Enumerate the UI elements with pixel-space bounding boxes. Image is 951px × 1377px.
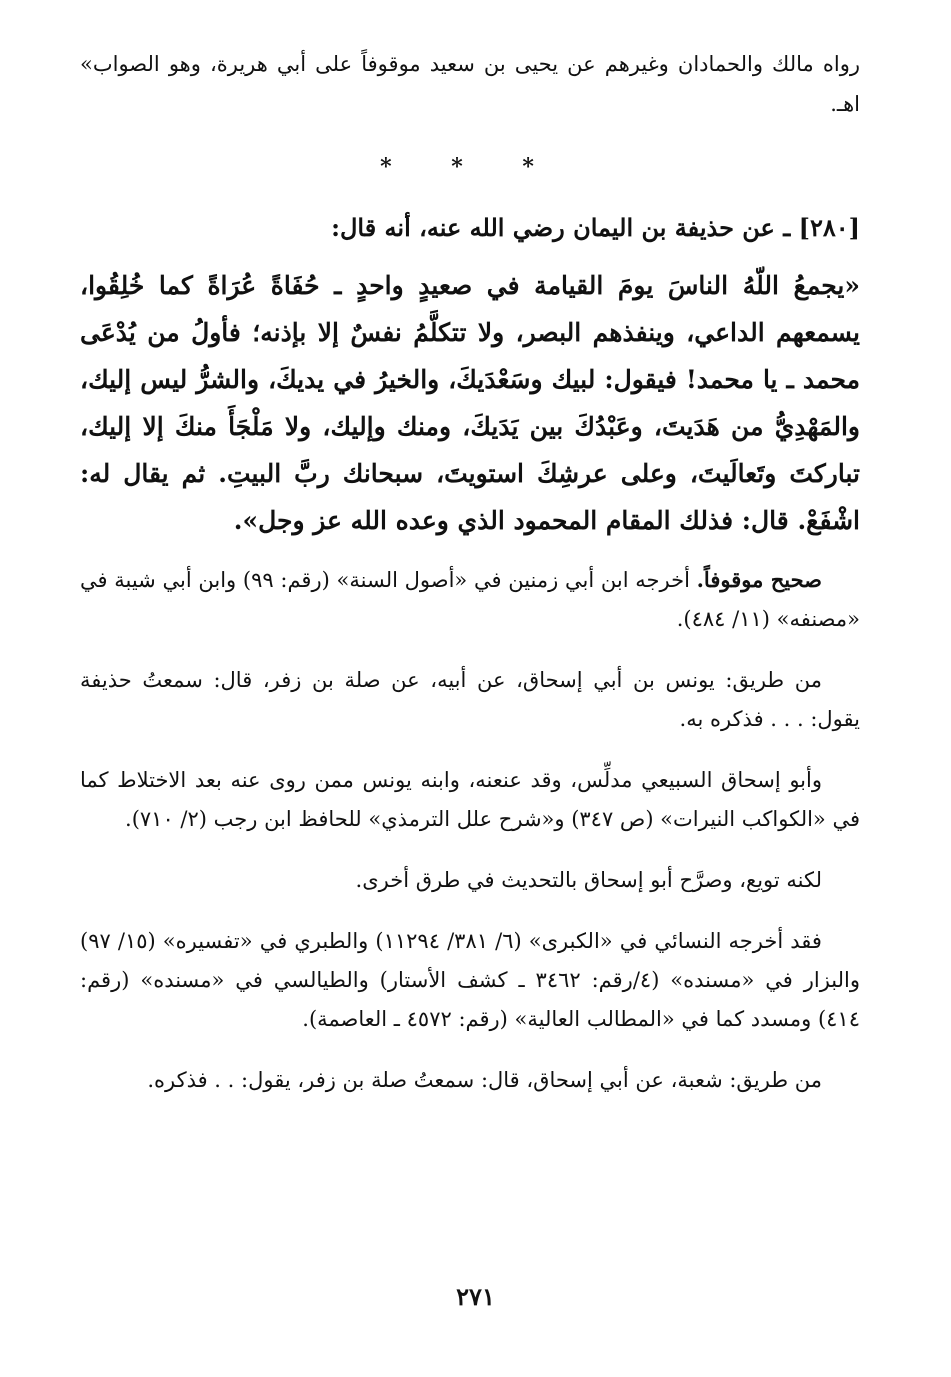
page-body <box>80 44 860 1122</box>
takhrij-paragraph <box>80 560 860 639</box>
page-number: ٢٧١ <box>456 1282 495 1311</box>
narrator-note: وأبو إسحاق السبيعي مدلِّس، وقد عنعنه، وابنه يونس ممن روى عنه بعد الاختلاط كما في «الكواكب النيرات» (ص ٣٤٧) و«شرح علل الترمذي» للحافظ ابن رجب (٢/ ٧١٠). <box>80 768 860 831</box>
chain-route-1: من طريق: يونس بن أبي إسحاق، عن أبيه، عن صلة بن زفر، قال: سمعتُ حذيفة يقول: . . . فذكره به. <box>80 668 860 731</box>
section-separator: * * * <box>380 154 560 180</box>
sources-paragraph: فقد أخرجه النسائي في «الكبرى» (٦/ ٣٨١/ ١١٢٩٤) والطبري في «تفسيره» (١٥/ ٩٧) والبزار في «مسنده» (٤/رقم: ٣٤٦٢ ـ كشف الأستار) والطيالسي في «مسنده» (رقم: ٤١٤) ومسدد كما في «المطالب العالية» (رقم: ٤٥٧٢ ـ العاصمة). <box>80 929 861 1031</box>
chain-route-2: من طريق: شعبة، عن أبي إسحاق، قال: سمعتُ صلة بن زفر، يقول: . . فذكره. <box>147 1068 822 1092</box>
grading-verdict: صحيح موقوفاً. <box>696 567 822 592</box>
takhrij-text: أخرجه ابن أبي زمنين في «أصول السنة» (رقم: ٩٩) وابن أبي شيبة في «مصنفه» (١١/ ٤٨٤). <box>80 568 860 631</box>
hadith-heading: [٢٨٠] ـ عن حذيفة بن اليمان رضي الله عنه، أنه قال: <box>331 213 860 242</box>
hadith-text: «يجمعُ اللّهُ الناسَ يومَ القيامة في صعيدٍ واحدٍ ـ حُفَاةً عُرَاةً كما خُلِقُوا، يسمعهم الداعي، وينفذهم البصر، ولا تتكلَّمُ نفسٌ إلا بإذنه؛ فأولُ من يُدْعَى محمد ـ يا محمد! فيقول: لبيك وسَعْدَيكَ، والخيرُ في يديكَ، والشرُّ ليس إليك، والمَهْدِيُّ من هَدَيتَ، وعَبْدُكَ بين يَدَيكَ، ومنك وإليك، ولا مَلْجَأَ منكَ إلا إليك، تباركتَ وتَعالَيتَ، وعلى عرشِكَ استويتَ، سبحانك ربَّ البيتِ. ثم يقال له: اشْفَعْ. قال: فذلك المقام المحمود الذي وعده الله عز وجل». <box>80 271 860 535</box>
followup-paragraph: لكنه تويع، وصرَّح أبو إسحاق بالتحديث في طرق أخرى. <box>355 868 822 892</box>
intro-paragraph: رواه مالك والحمادان وغيرهم عن يحيى بن سعيد موقوفاً على أبي هريرة، وهو الصواب» اهـ. <box>80 52 860 116</box>
